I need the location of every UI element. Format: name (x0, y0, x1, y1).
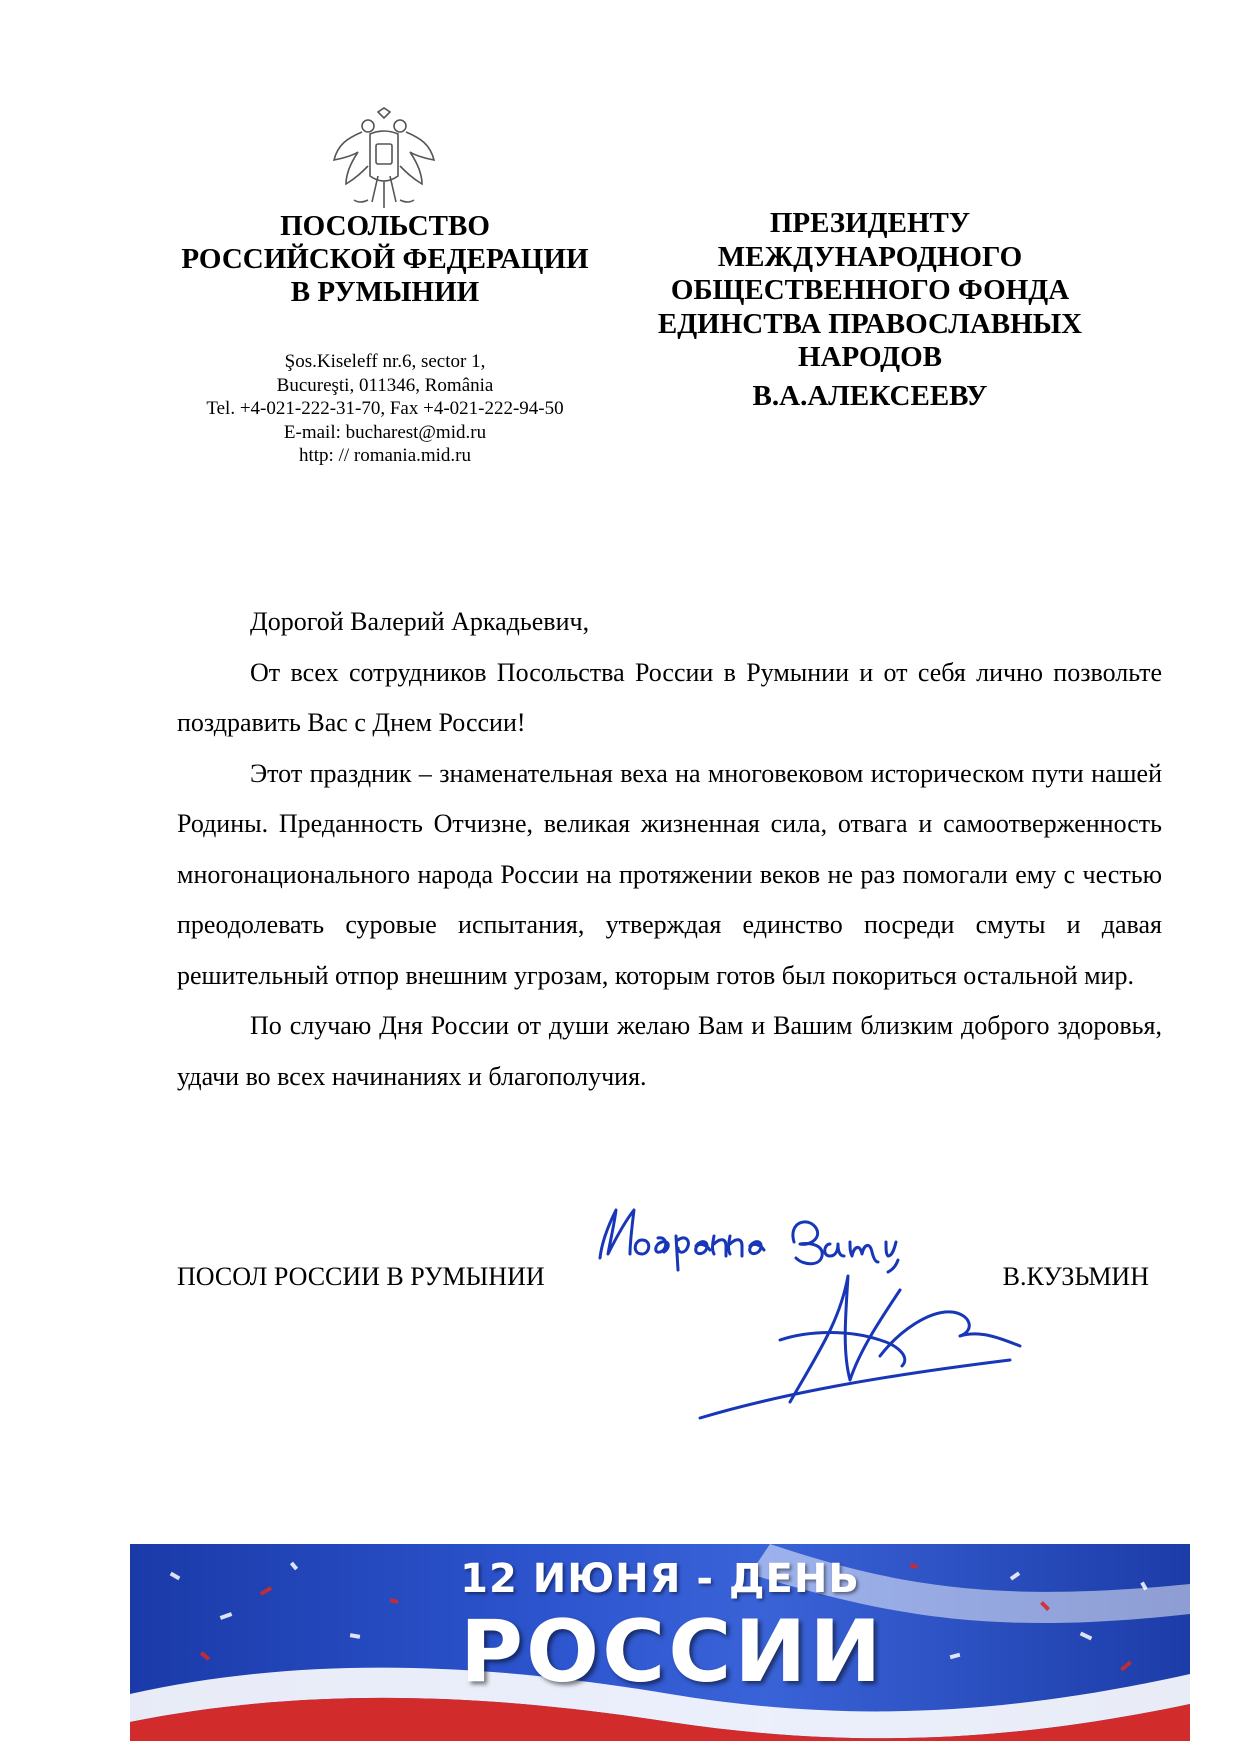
sender-title-line: РОССИЙСКОЙ ФЕДЕРАЦИИ (181, 243, 589, 275)
recipient-line: НАРОДОВ (797, 341, 942, 373)
address-street: Şos.Kiseleff nr.6, sector 1, (284, 351, 486, 372)
russia-day-banner (130, 1544, 1190, 1741)
sender-title-line: ПОСОЛЬСТВО (280, 210, 490, 242)
address-city: Bucureşti, 011346, România (276, 374, 494, 396)
email: E-mail: bucharest@mid.ru (283, 421, 487, 443)
letter-paragraph: По случаю Дня России от души желаю Вам и Вашим близким доброго здоровья, удачи во всех начинаниях и благополучия. (177, 1011, 1162, 1091)
website: http: // romania.mid.ru (298, 445, 472, 466)
sender-organization-title (160, 210, 610, 309)
banner-title-text: РОССИИ (460, 1602, 885, 1702)
sender-title-line: В РУМЫНИИ (290, 276, 480, 308)
coat-of-arms-emblem (328, 104, 440, 216)
letter-body (177, 597, 1162, 1102)
banner-date-text: 12 ИЮНЯ - ДЕНЬ (460, 1556, 860, 1602)
recipient-block (640, 207, 1100, 413)
letter-greeting: Дорогой Валерий Аркадьевич, (250, 607, 590, 636)
signer-role: ПОСОЛ РОССИИ В РУМЫНИИ (177, 1262, 545, 1291)
recipient-line: ЕДИНСТВА ПРАВОСЛАВНЫХ (657, 307, 1083, 340)
letter-paragraph: Этот праздник – знаменательная веха на многовековом историческом пути нашей Родины. Преданность Отчизне, великая жизненная сила, отвага и самоотверженность многонационального народа России на протяжении веков не раз помогали ему с честью преодолевать суровые испытания, утверждая единство посреди смуты и давая решительный отпор внешним угрозам, которым готов был покориться остальной мир. (177, 758, 1162, 990)
sender-contacts (160, 350, 610, 468)
recipient-line: МЕЖДУНАРОДНОГО (717, 240, 1023, 273)
recipient-name: В.А.АЛЕКСЕЕВУ (752, 379, 988, 412)
phone-fax: Tel. +4-021-222-31-70, Fax +4-021-222-94-50 (206, 398, 564, 419)
signer-name: В.КУЗЬМИН (1002, 1262, 1149, 1291)
letter-paragraph: От всех сотрудников Посольства России в Румынии и от себя лично позвольте поздравить Вас с Днем России! (177, 657, 1162, 737)
recipient-line: ОБЩЕСТВЕННОГО ФОНДА (670, 274, 1070, 306)
handwritten-signature (580, 1180, 1040, 1420)
recipient-line: ПРЕЗИДЕНТУ (769, 207, 971, 239)
